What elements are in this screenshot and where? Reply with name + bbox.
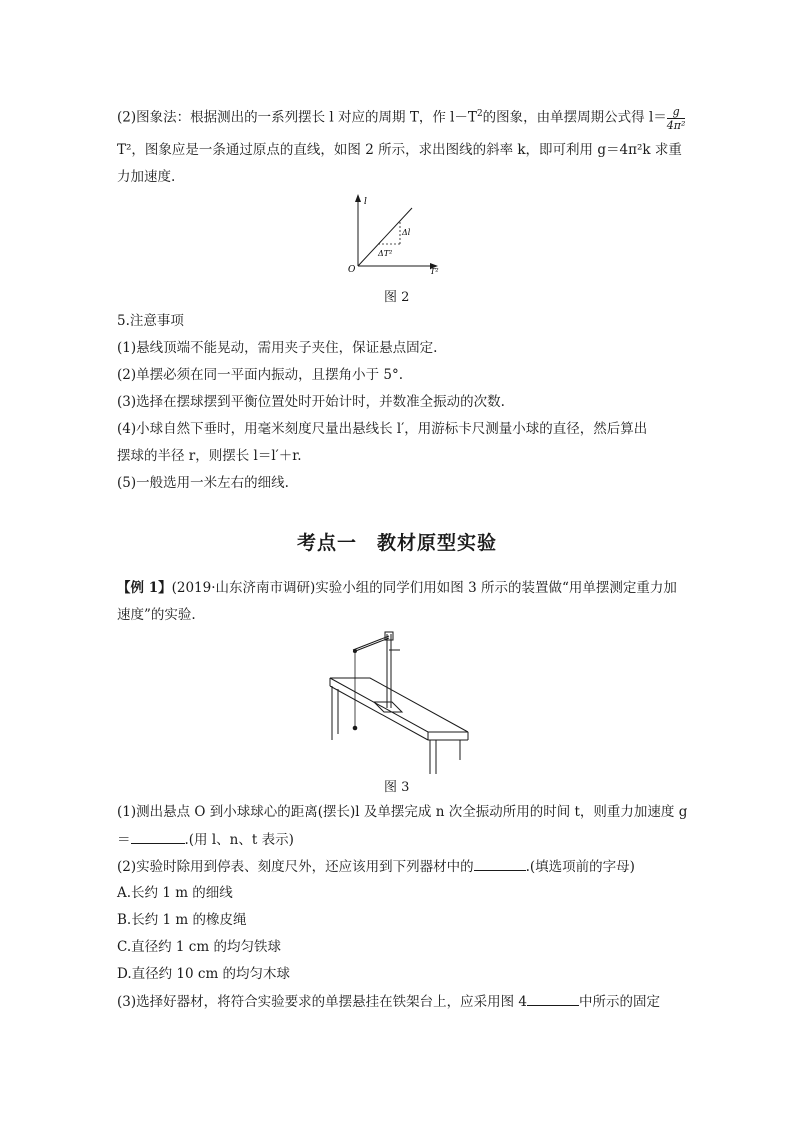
y-axis-arrow	[355, 194, 361, 202]
note-item: (1)悬线顶端不能晃动，需用夹子夹住，保证悬点固定.	[117, 340, 438, 356]
note-item: 摆球的半径 r，则摆长 l＝l′＋r.	[117, 448, 302, 464]
question-1-line-1: (1)测出悬点 O 到小球球心的距离(摆长)l 及单摆完成 n 次全振动所用的时间 t，则重力加速度 g	[117, 804, 688, 820]
equals-sign: ＝	[117, 832, 131, 848]
q2-text: (2)实验时除用到停表、刻度尺外，还应该用到下列器材中的	[117, 859, 474, 875]
axis-x-label: T²	[430, 267, 439, 276]
example-tag: 【例 1】	[117, 580, 172, 596]
option-a: A.长约 1 m 的细线	[117, 885, 233, 901]
q3-text: (3)选择好器材，将符合实验要求的单摆悬挂在铁架台上，应采用图 4	[117, 994, 528, 1010]
figure-3-apparatus	[320, 628, 470, 776]
graph-method-line-1: (2)图象法：根据测出的一系列摆长 l 对应的周期 T，作 $l-T^2$的图象，由单摆周期公式得 l＝ $\frac{g}{\text{4π²}}$	[117, 104, 686, 132]
clamp-arm	[353, 638, 389, 652]
option-c: C.直径约 1 cm 的均匀铁球	[117, 939, 281, 955]
figure-3-caption: 图 3	[384, 780, 410, 795]
note-item: (2)单摆必须在同一平面内振动，且摆角小于 5°.	[117, 367, 404, 383]
answer-blank-q1[interactable]	[131, 829, 185, 844]
answer-blank-q2[interactable]	[474, 856, 526, 871]
question-2-line	[117, 856, 635, 877]
q2-hint: .(填选项前的字母)	[525, 859, 635, 875]
table-edge-front	[330, 686, 428, 740]
note-item: (3)选择在摆球摆到平衡位置处时开始计时，并数准全振动的次数.	[117, 394, 505, 410]
clamp-arm	[353, 636, 389, 650]
note-item: (4)小球自然下垂时，用毫米刻度尺量出悬线长 l′，用游标卡尺测量小球的直径，然后算出	[117, 421, 648, 437]
figure-2-caption: 图 2	[384, 290, 410, 305]
origin-label: O	[348, 265, 356, 275]
note-item: (5)一般选用一米左右的细线.	[117, 475, 289, 491]
notes-title: 5.注意事项	[117, 313, 184, 329]
example-line-1	[117, 578, 677, 598]
option-b: B.长约 1 m 的橡皮绳	[117, 912, 247, 928]
graph-method-text-b: 的图象，由单摆周期公式得 l＝	[482, 109, 667, 126]
graph-method-line-2: T²，图象应是一条通过原点的直线，如图 2 所示，求出图线的斜率 k，即可利用 g＝4π²k 求重	[117, 142, 682, 158]
option-d: D.直径约 10 cm 的均匀木球	[117, 966, 291, 982]
delta-t2-label: ΔT²	[378, 249, 393, 258]
answer-blank-q3[interactable]	[527, 991, 579, 1006]
q3-text-end: 中所示的固定	[579, 994, 661, 1010]
graph-method-text-a: (2)图象法：根据测出的一系列摆长 l 对应的周期 T，作 l－T	[117, 109, 477, 126]
question-1-line-2	[117, 829, 294, 850]
pendulum-ball	[353, 726, 358, 731]
g-over-4pi2-fraction: $\frac{g}{\text{4π²}}$	[666, 104, 686, 132]
graph-method-line-3: 力加速度.	[117, 169, 176, 185]
question-3-line	[117, 991, 660, 1012]
delta-l-label: Δl	[402, 228, 411, 237]
q1-hint: .(用 l、n、t 表示)	[184, 832, 294, 848]
example-text-1: (2019·山东济南市调研)实验小组的同学们用如图 3 所示的装置做“用单摆测定重力加	[171, 580, 677, 596]
figure-2-graph	[340, 190, 460, 280]
example-line-2: 速度”的实验.	[117, 607, 196, 623]
axis-y-label: l	[364, 197, 367, 207]
pivot-point	[353, 649, 357, 653]
section-heading: 考点一 教材原型实验	[296, 532, 497, 554]
